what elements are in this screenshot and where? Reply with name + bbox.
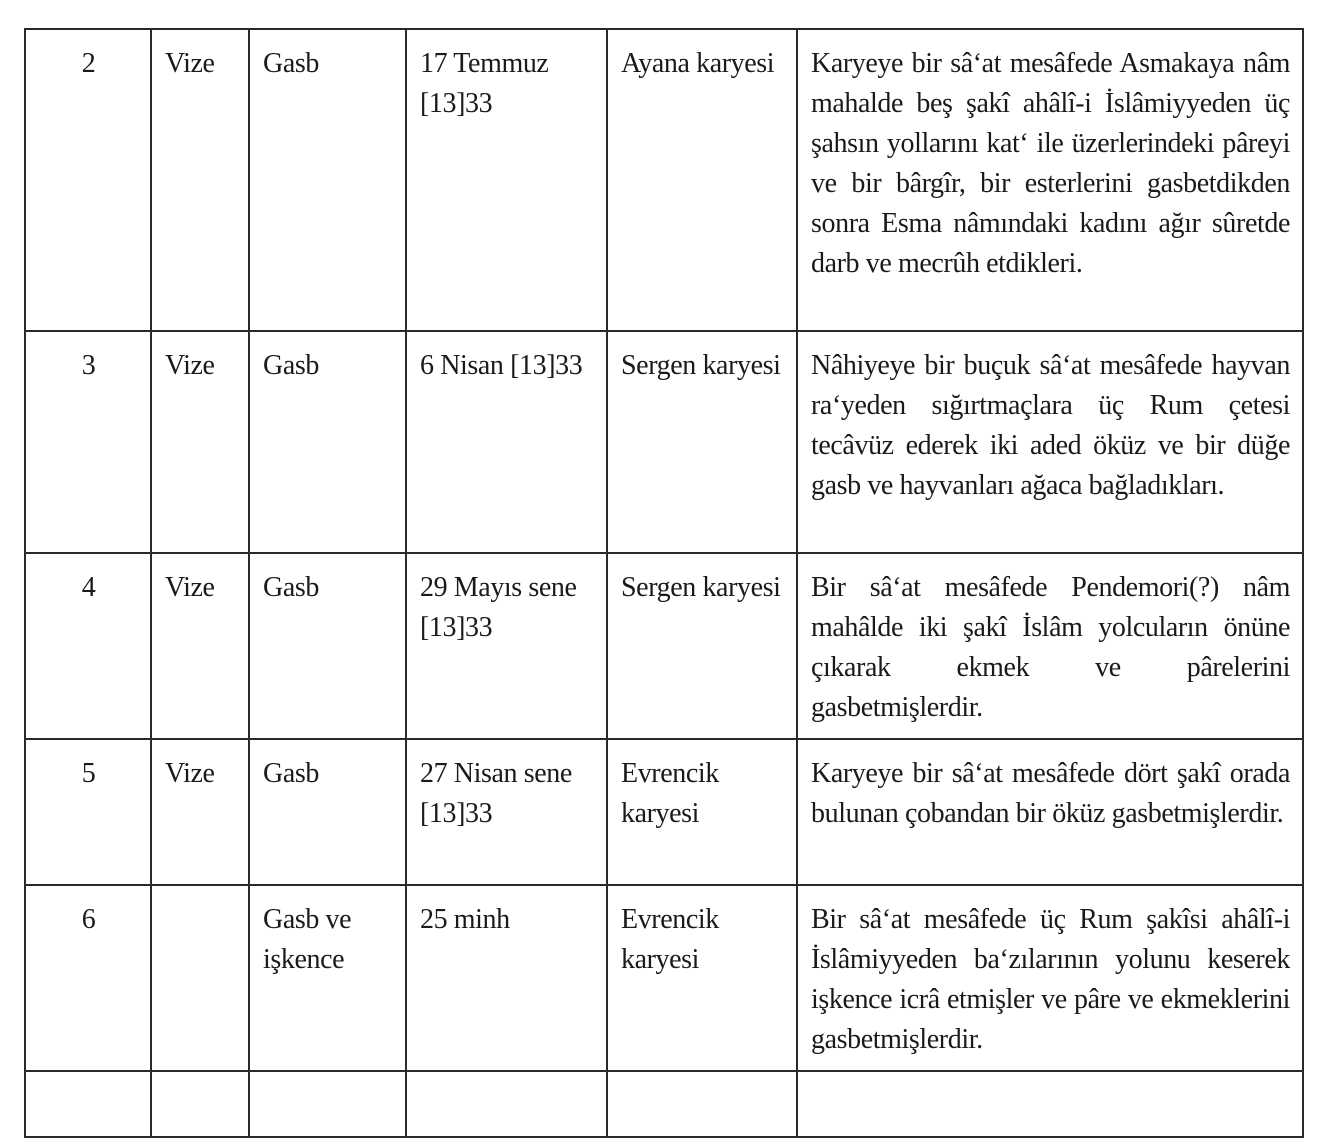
table-row	[25, 553, 1303, 739]
crime-cell: Gasb	[249, 331, 406, 553]
description-cell: Karyeye bir sâ‘at mesâfede Asmakaya nâm mahalde beş şakî ahâlî-i İslâmiyyeden üç şahsın yollarını kat‘ ile üzerlerindeki pâreyi ve bir bârgîr, bir esterlerini gasbetdikden sonra Esma nâmındaki kadını ağır sûretde darb ve mecrûh etdikleri.	[797, 29, 1303, 331]
date-cell: 27 Nisan sene [13]33	[406, 739, 607, 885]
date-cell: 6 Nisan [13]33	[406, 331, 607, 553]
description-cell: Bir sâ‘at mesâfede üç Rum şakîsi ahâlî-i İslâmiyyeden ba‘zılarının yolunu keserek işkence icrâ etmişler ve pâre ve ekmeklerini gasbetmişlerdir.	[797, 885, 1303, 1071]
description-cell: Bir sâ‘at mesâfede Pendemori(?) nâm mahâlde iki şakî İslâm yolcuların önüne çıkarak ekmek ve pârelerini gasbetmişlerdir.	[797, 553, 1303, 739]
location-cell: Evrencik karyesi	[607, 885, 797, 1071]
table-row	[25, 739, 1303, 885]
date-cell: 25 minh	[406, 885, 607, 1071]
place-cell	[151, 885, 249, 1071]
crime-cell: Gasb	[249, 29, 406, 331]
place-cell: Vize	[151, 331, 249, 553]
row-number: 6	[25, 885, 151, 1071]
description-cell: Karyeye bir sâ‘at mesâfede dört şakî orada bulunan çobandan bir öküz gasbetmişlerdir.	[797, 739, 1303, 885]
row-number: 3	[25, 331, 151, 553]
crime-cell: Gasb	[249, 553, 406, 739]
table-row	[25, 885, 1303, 1071]
description-cell: Nâhiyeye bir buçuk sâ‘at mesâfede hayvan ra‘yeden sığırtmaçlara üç Rum çetesi tecâvüz ederek iki aded öküz ve bir düğe gasb ve hayvanları ağaca bağladıkları.	[797, 331, 1303, 553]
location-cell: Sergen karyesi	[607, 331, 797, 553]
empty-cell	[406, 1071, 607, 1137]
empty-cell	[151, 1071, 249, 1137]
crime-cell: Gasb	[249, 739, 406, 885]
place-cell: Vize	[151, 29, 249, 331]
location-cell: Sergen karyesi	[607, 553, 797, 739]
row-number: 5	[25, 739, 151, 885]
table-row-cut-off	[25, 1071, 1303, 1137]
place-cell: Vize	[151, 739, 249, 885]
place-cell: Vize	[151, 553, 249, 739]
row-number: 2	[25, 29, 151, 331]
date-cell: 29 Mayıs sene [13]33	[406, 553, 607, 739]
empty-cell	[607, 1071, 797, 1137]
table-row	[25, 29, 1303, 331]
row-number: 4	[25, 553, 151, 739]
empty-cell	[797, 1071, 1303, 1137]
records-table	[24, 28, 1304, 1138]
empty-cell	[249, 1071, 406, 1137]
location-cell: Evrencik karyesi	[607, 739, 797, 885]
empty-cell	[25, 1071, 151, 1137]
table-row	[25, 331, 1303, 553]
date-cell: 17 Temmuz [13]33	[406, 29, 607, 331]
crime-cell: Gasb ve işkence	[249, 885, 406, 1071]
location-cell: Ayana karyesi	[607, 29, 797, 331]
